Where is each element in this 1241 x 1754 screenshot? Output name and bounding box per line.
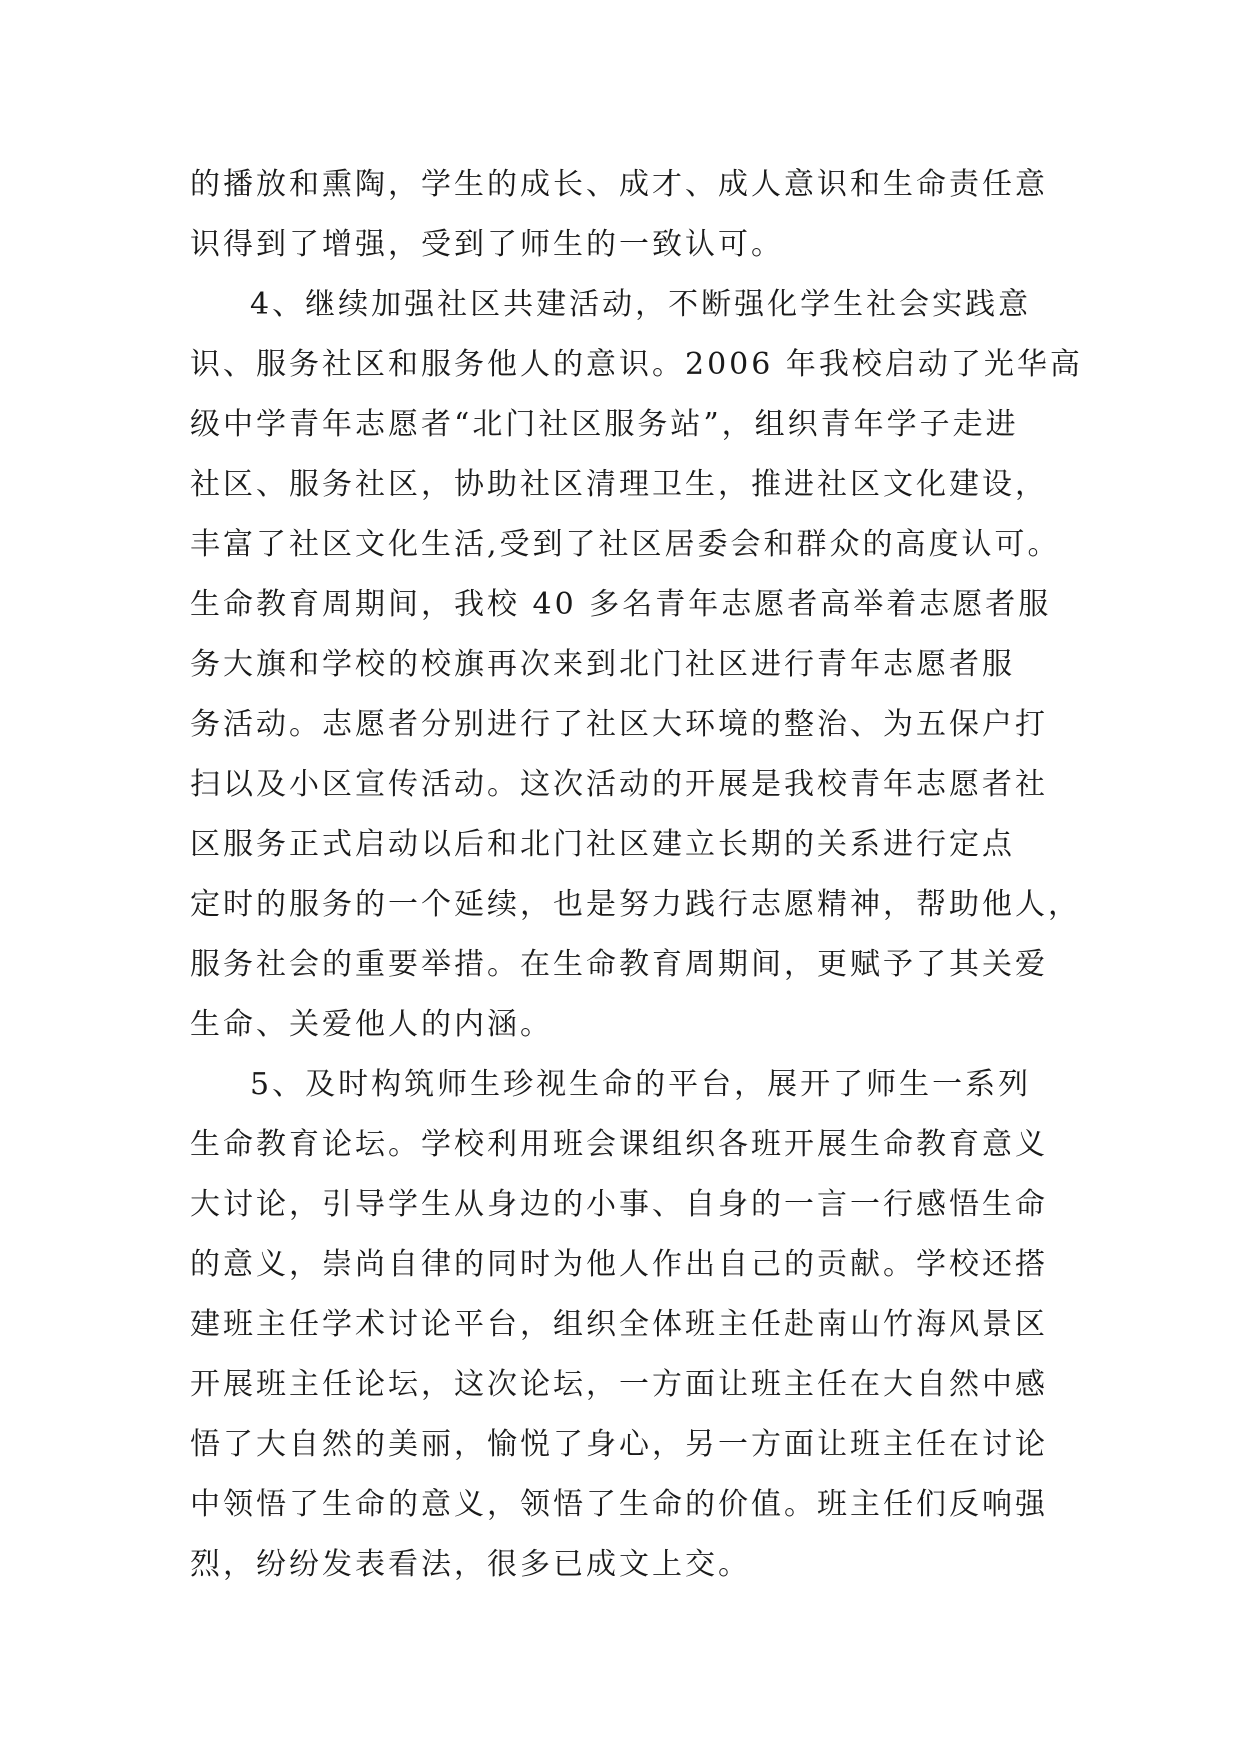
text-line: 大讨论，引导学生从身边的小事、自身的一言一行感悟生命 [190, 1187, 1048, 1222]
text-line: 服务社会的重要举措。在生命教育周期间，更赋予了其关爱 [190, 947, 1048, 982]
text-line: 社区、服务社区，协助社区清理卫生，推进社区文化建设， [190, 467, 1048, 502]
text-line: 识、服务社区和服务他人的意识。2006 年我校启动了光华高 [190, 347, 1083, 382]
text-line: 定时的服务的一个延续，也是努力践行志愿精神，帮助他人， [190, 887, 1081, 922]
paragraph-start-line: 4、继续加强社区共建活动，不断强化学生社会实践意 [250, 287, 1032, 322]
text-line: 区服务正式启动以后和北门社区建立长期的关系进行定点 [190, 827, 1015, 862]
text-line: 生命教育论坛。学校利用班会课组织各班开展生命教育意义 [190, 1127, 1048, 1162]
text-line: 的意义，崇尚自律的同时为他人作出自己的贡献。学校还搭 [190, 1247, 1048, 1282]
text-line: 的播放和熏陶，学生的成长、成才、成人意识和生命责任意 [190, 167, 1048, 202]
paragraph-start-line: 5、及时构筑师生珍视生命的平台，展开了师生一系列 [250, 1067, 1032, 1102]
text-line: 建班主任学术讨论平台，组织全体班主任赴南山竹海风景区 [190, 1307, 1048, 1342]
text-line: 中领悟了生命的意义，领悟了生命的价值。班主任们反响强 [190, 1487, 1048, 1522]
text-line: 生命、关爱他人的内涵。 [190, 1007, 553, 1042]
text-line: 识得到了增强，受到了师生的一致认可。 [190, 227, 784, 262]
text-line: 丰富了社区文化生活,受到了社区居委会和群众的高度认可。 [190, 527, 1061, 562]
body-text [190, 155, 1083, 1595]
text-line: 烈，纷纷发表看法，很多已成文上交。 [190, 1547, 751, 1582]
text-line: 开展班主任论坛，这次论坛，一方面让班主任在大自然中感 [190, 1367, 1048, 1402]
text-line: 务活动。志愿者分别进行了社区大环境的整治、为五保户打 [190, 707, 1048, 742]
text-line: 悟了大自然的美丽，愉悦了身心，另一方面让班主任在讨论 [190, 1427, 1048, 1462]
text-line: 生命教育周期间，我校 40 多名青年志愿者高举着志愿者服 [190, 587, 1052, 622]
text-line: 扫以及小区宣传活动。这次活动的开展是我校青年志愿者社 [190, 767, 1048, 802]
text-line: 级中学青年志愿者“北门社区服务站”，组织青年学子走进 [190, 407, 1019, 442]
text-line: 务大旗和学校的校旗再次来到北门社区进行青年志愿者服 [190, 647, 1015, 682]
